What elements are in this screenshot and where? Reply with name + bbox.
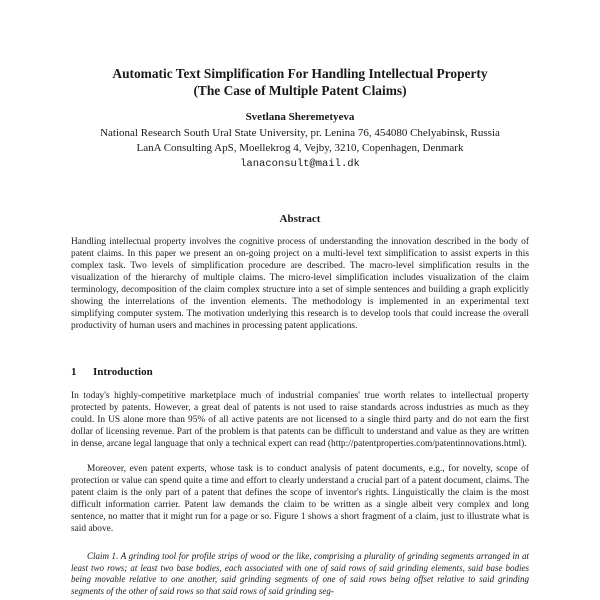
paper-title	[40, 66, 560, 99]
affiliation-2: LanA Consulting ApS, Moellekrog 4, Vejby, 3210, Copenhagen, Denmark	[136, 142, 464, 155]
section-title: Introduction	[93, 366, 153, 378]
abstract-text: Handling intellectual property involves the cognitive process of understanding the innovation described in the body of patent claims. In this paper we present an on-going project on a multi-level text simplification to assist experts in this complex task. Two levels of simplification procedure are described. The macro-level simplification results in the visualization of the hierarchy of multiple claims. The micro-level simplification includes visualization of the claim terminology, decomposition of the claim complex structure into a set of simple sentences and building a graph explicitly showing the interrelations of the invention elements. The methodology is implemented in an experimental text simplifying computer system. The motivation underlying this research is to develop tools that could increase the overall productivity of human users and machines in processing patent applications.	[71, 237, 529, 332]
section-number: 1	[71, 366, 77, 378]
title-line-2: (The Case of Multiple Patent Claims)	[193, 82, 407, 98]
abstract-heading: Abstract	[279, 213, 321, 225]
title-line-1: Automatic Text Simplification For Handling Intellectual Property	[112, 66, 488, 81]
intro-paragraph-2: Moreover, even patent experts, whose task is to conduct analysis of patent documents, e.g., for novelty, scope of protection or value can spend quite a time and effort to clearly understand a crucial part of a patent document, claims. The patent claim is the only part of a patent that defines the scope of inventor's rights. Linguistically the claim is the most difficult information carrier. Patent law demands the claim to be written as a single albeit very complex and long sentence, no matter that it might run for a page or so. Figure 1 shows a short fragment of a claim, just to illustrate what is said above.	[71, 464, 529, 535]
affiliation-1: National Research South Ural State University, pr. Lenina 76, 454080 Chelyabinsk, Russia	[100, 126, 500, 139]
author-email: lanaconsult@mail.dk	[240, 157, 360, 170]
author-name: Svetlana Sheremetyeva	[245, 111, 355, 123]
author-block	[40, 110, 560, 172]
section-heading	[71, 366, 153, 378]
claim-example: Claim 1. A grinding tool for profile strips of wood or the like, comprising a plurality of grinding segments arranged in at least two rows; at least two base bodies, each associated with one of said rows of said grinding elements, said base bodies being movable relative to one another, said grinding segments of one of said rows being offset relative to said grinding segments of the other of said rows so that said rows of said grinding seg-	[71, 551, 529, 596]
intro-paragraph-1: In today's highly-competitive marketplace much of industrial companies' true worth relates to intellectual property protected by patents. However, a great deal of patents is not used to raise standards across industries as much as they could. In US alone more than 95% of all active patents are not licensed to a single third party and do not earn the first dollar of licensing revenue. Part of the problem is that patents can be difficult to understand and value as they are written in dense, arcane legal language that only a technical expert can read (http://patentproperties.com/patentinnovations.html).	[71, 391, 529, 450]
